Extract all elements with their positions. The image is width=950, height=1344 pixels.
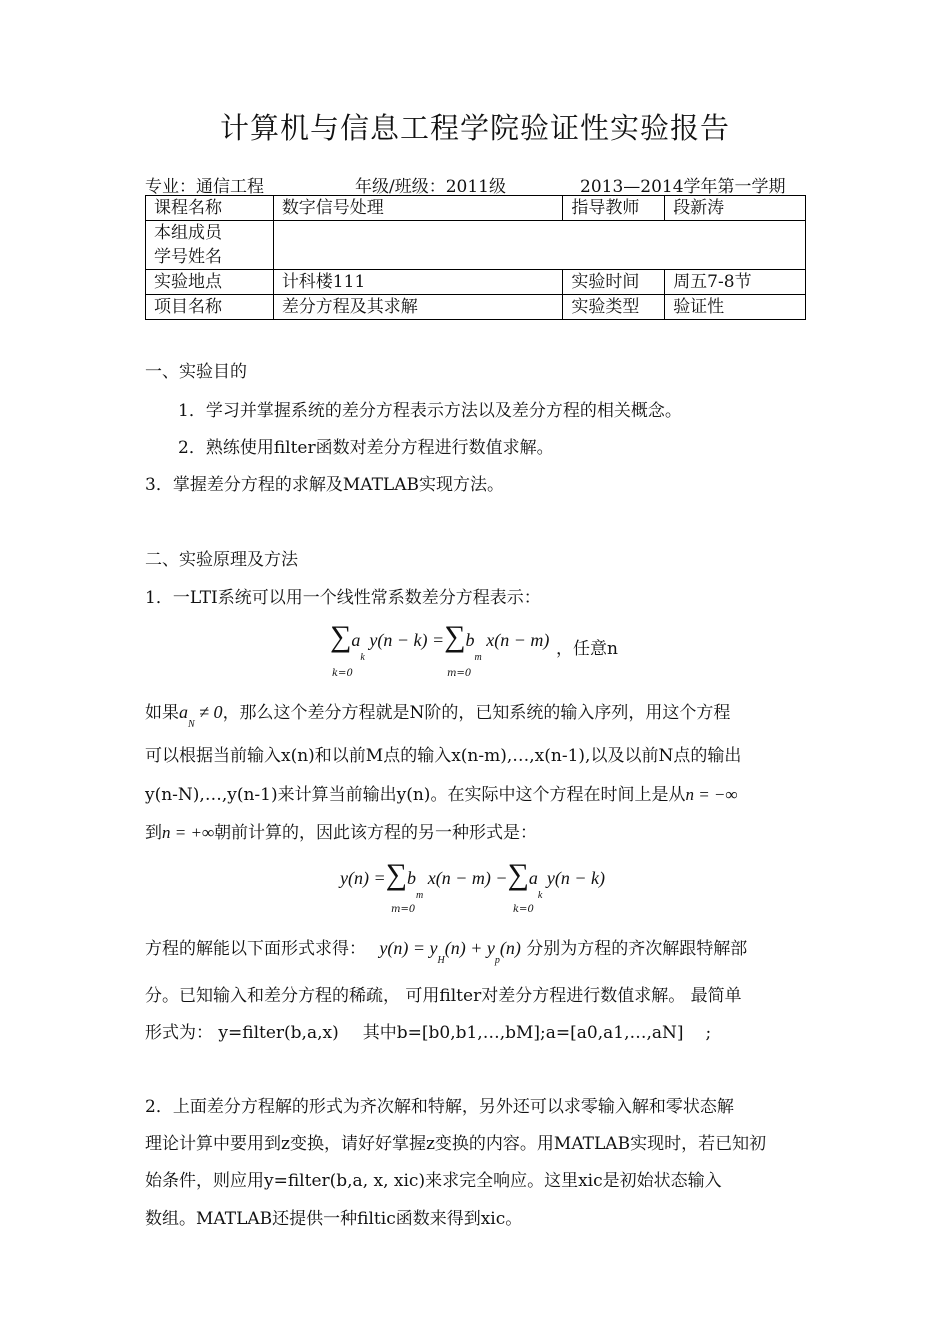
table-row [146,270,806,295]
section2-p10: 理论计算中要用到z变换，请好好掌握z变换的内容。用MATLAB实现时，若已知初 [145,1134,767,1154]
table-cell: 实验地点 [146,270,274,295]
table-row [146,196,806,221]
sum-index: m=0 [447,668,472,679]
equation-1: $\sum a_k$ $y(n - k) =\sum b_m$ x(n − m) [330,620,550,663]
table-cell [146,221,274,270]
section1-item2: 2．熟练使用filter函数对差分方程进行数值求解。 [178,438,554,458]
section2-p2 [145,698,731,730]
table-cell: 周五7-8节 [665,270,806,295]
coefficient-vectors: 其中b=[b0,b1,…,bM];a=[a0,a1,…,aN] [362,1023,684,1043]
p5-text-a: 到 [145,823,162,843]
major-label: 专业：通信工程 [145,177,264,197]
table-row [146,295,806,320]
equation-1-suffix: ，任意n [556,639,618,659]
grade-label: 年级/班级：2011级 [355,177,506,197]
section1-heading: 一、实验目的 [145,362,247,382]
section2-p5 [145,818,537,843]
p6-text-a: 方程的解能以下面形式求得： [145,939,366,959]
table-cell: 指导教师 [563,196,665,221]
table-cell: 实验时间 [563,270,665,295]
info-table [145,195,806,320]
p5-text-c: 朝前计算的，因此该方程的另一种形式是： [214,823,538,843]
sum-symbol: ∑ [385,858,408,891]
n-plus-infinity: n = +∞ [162,823,215,842]
section2-p3: 可以根据当前输入x(n)和以前M点的输入x(n-m),…,x(n-1),以及以前N点的输出 [145,746,742,766]
sum-index: k=0 [513,904,534,915]
table-cell: 课程名称 [146,196,274,221]
solution-equation: $y(n) = y_H(n) + y_p(n)$ [379,938,521,966]
sum-index: k=0 [332,668,353,679]
p4-text: y(n-N),…,y(n-1)来计算当前输出y(n)。在实际中这个方程在时间上是从 [145,785,686,805]
equation-2: $y(n) =\sum b_m$ $x(n - m) -\sum a_k$ y(n − k) [340,858,605,901]
section2-p4 [145,780,738,805]
table-cell: 数字信号处理 [273,196,563,221]
page-title: 计算机与信息工程学院验证性实验报告 [219,111,730,145]
section2-p7: 分。已知输入和差分方程的稀疏， 可用filter对差分方程进行数值求解。 最简单 [145,986,742,1006]
section2-p12: 数组。MATLAB还提供一种filtic函数来得到xic。 [145,1209,523,1229]
p6-text-b: 分别为方程的齐次解跟特解部 [526,939,748,959]
section2-p1: 1．一LTI系统可以用一个线性常系数差分方程表示： [145,588,541,608]
members-value-cell [273,221,805,270]
table-cell: 段新涛 [665,196,806,221]
section2-p9: 2．上面差分方程解的形式为齐次解和特解，另外还可以求零输入解和零状态解 [145,1097,734,1117]
section1-item3: 3．掌握差分方程的求解及MATLAB实现方法。 [145,475,504,495]
sum-symbol: ∑ [507,858,529,891]
student-id-label: 学号姓名 [154,247,222,267]
section2-p6 [145,934,748,966]
sum-symbol: ∑ [330,620,352,653]
aN-symbol: $a_N \ne 0$ [179,702,223,730]
n-minus-infinity: n = −∞ [685,785,738,804]
table-row [146,221,806,270]
table-cell: 验证性 [665,295,806,320]
filter-syntax: 形式为： y=filter(b,a,x) [145,1023,339,1043]
section2-p8 [145,1018,711,1043]
sum-index: m=0 [391,904,416,915]
table-cell: 差分方程及其求解 [273,295,563,320]
table-cell: 项目名称 [146,295,274,320]
semicolon: ; [705,1023,712,1043]
p2-text-b: ，那么这个差分方程就是N阶的，已知系统的输入序列，用这个方程 [222,703,731,723]
table-cell: 实验类型 [563,295,665,320]
term-label: 2013—2014学年第一学期 [580,177,786,197]
section2-heading: 二、实验原理及方法 [145,550,298,570]
section2-p11: 始条件，则应用y=filter(b,a, x, xic)来求完全响应。这里xic是初始状态输入 [145,1171,722,1191]
section1-item1: 1．学习并掌握系统的差分方程表示方法以及差分方程的相关概念。 [178,401,682,421]
sum-symbol: ∑ [444,620,466,653]
members-label: 本组成员 [154,223,222,243]
table-cell: 计科楼111 [273,270,563,295]
p2-text-a: 如果 [145,703,179,723]
